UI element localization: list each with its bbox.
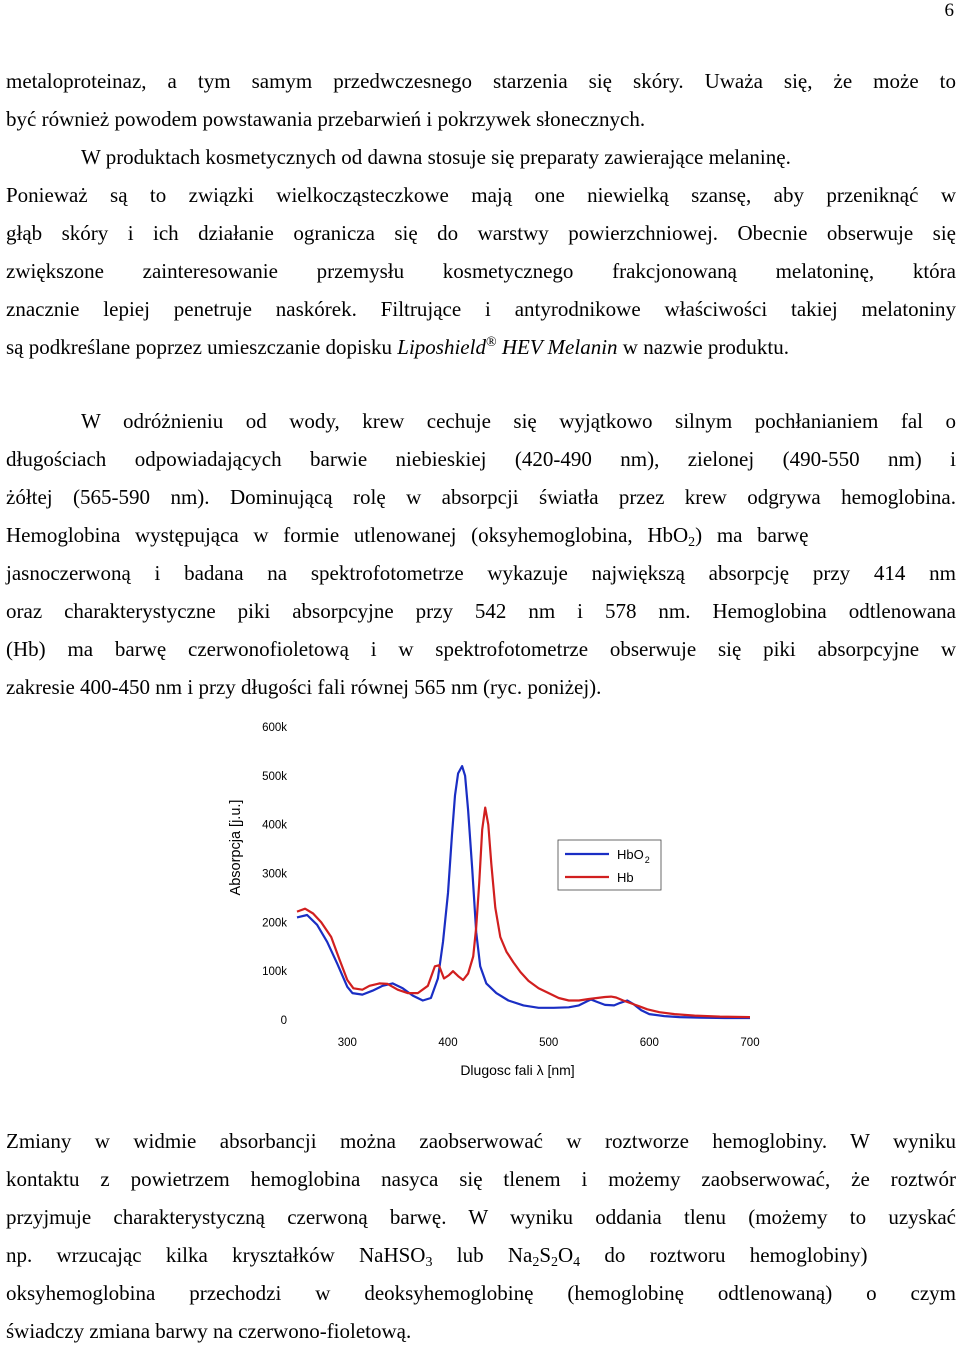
text-line: głąb skóry i ich działanie ogranicza się do warstwy powierzchniowej. Obecnie obserwuje się	[6, 221, 956, 245]
text-line: przyjmuje charakterystyczną czerwoną barwę. W wyniku oddania tlenu (możemy to uzyskać	[6, 1205, 956, 1229]
text-line: długościach odpowiadających barwie niebieskiej (420-490 nm), zielonej (490-550 nm) i	[6, 447, 956, 471]
text-line	[6, 516, 956, 554]
legend-label-main: HbO	[617, 847, 644, 862]
text-span: np. wrzucając kilka kryształków NaHSO	[6, 1243, 426, 1267]
text-line: żółtej (565-590 nm). Dominującą rolę w absorpcji światła przez krew odgrywa hemoglobina.	[6, 485, 956, 509]
subscript: 2	[532, 1255, 540, 1270]
text-span: w nazwie produktu.	[617, 335, 790, 359]
text-line: jasnoczerwoną i badana na spektrofotometrze wykazuje największą absorpcję przy 414 nm	[6, 561, 956, 585]
paragraph-4	[6, 1122, 956, 1350]
y-axis-label: Absorpcja [j.u.]	[228, 799, 244, 896]
x-tick-label: 600	[639, 1037, 659, 1049]
paragraph-3	[6, 402, 956, 706]
text-line: zwiększone zainteresowanie przemysłu kosmetycznego frakcjonowaną melatoninę, która	[6, 259, 956, 283]
text-line	[6, 1236, 956, 1274]
series-line-hb	[297, 808, 750, 1018]
subscript: 2	[688, 535, 696, 550]
y-tick-label: 200k	[262, 917, 287, 930]
subscript: 4	[573, 1255, 581, 1270]
x-tick-label: 400	[438, 1037, 458, 1049]
text-line: W odróżnieniu od wody, krew cechuje się wyjątkowo silnym pochłanianiem fal o	[81, 409, 956, 433]
text-line: zakresie 400-450 nm i przy długości fali równej 565 nm (ryc. poniżej).	[6, 675, 602, 699]
x-axis-label: Dlugosc fali λ [nm]	[460, 1062, 575, 1078]
text-line: znacznie lepiej penetruje naskórek. Filtrujące i antyrodnikowe właściwości takiej melatoniny	[6, 297, 956, 321]
text-span: lub Na	[432, 1243, 533, 1267]
legend-label-subscript: 2	[644, 855, 650, 865]
y-tick-label: 0	[280, 1015, 287, 1027]
text-line: metaloproteinaz, a tym samym przedwczesnego starzenia się skóry. Uważa się, że może to	[6, 69, 956, 93]
absorption-spectrum-chart	[225, 712, 765, 1097]
paragraph-1	[6, 62, 956, 138]
text-line: oksyhemoglobina przechodzi w deoksyhemoglobinę (hemoglobinę odtlenowaną) o czym	[6, 1281, 956, 1305]
text-span: do roztworu hemoglobiny)	[580, 1243, 868, 1267]
text-line: oraz charakterystyczne piki absorpcyjne przy 542 nm i 578 nm. Hemoglobina odtlenowana	[6, 599, 956, 623]
text-line: Zmiany w widmie absorbancji można zaobserwować w roztworze hemoglobiny. W wyniku	[6, 1129, 956, 1153]
x-tick-label: 500	[539, 1037, 559, 1049]
y-tick-label: 600k	[262, 722, 287, 734]
text-line: Ponieważ są to związki wielkocząsteczkowe mają one niewielką szansę, aby przeniknąć w	[6, 183, 956, 207]
x-tick-label: 700	[740, 1037, 760, 1049]
text-span: S	[539, 1243, 551, 1267]
text-line: (Hb) ma barwę czerwonofioletową i w spektrofotometrze obserwuje się piki absorpcyjne w	[6, 637, 956, 661]
text-line: świadczy zmiana barwy na czerwono-fioletową.	[6, 1319, 412, 1343]
subscript: 2	[551, 1255, 558, 1270]
y-tick-label: 400k	[262, 819, 287, 832]
page-number: 6	[944, 0, 954, 21]
text-span: O	[558, 1243, 574, 1267]
paragraph-2	[6, 138, 956, 366]
series-line-hbo2	[297, 766, 750, 1018]
text-span: są podkreślane poprzez umieszczanie dopisku	[6, 335, 398, 359]
text-span: ) ma barwę	[695, 523, 809, 547]
product-name-suffix: HEV Melanin	[496, 335, 618, 359]
product-name: Liposhield	[397, 335, 486, 359]
legend-box	[558, 840, 661, 890]
y-tick-label: 500k	[262, 770, 287, 783]
legend-label: Hb	[617, 870, 634, 885]
y-tick-label: 100k	[262, 966, 287, 979]
chart-legend	[558, 840, 661, 890]
registered-mark: ®	[485, 335, 497, 350]
text-line: być również powodem powstawania przebarwień i pokrzywek słonecznych.	[6, 107, 646, 131]
text-line: kontaktu z powietrzem hemoglobina nasyca się tlenem i możemy zaobserwować, że roztwór	[6, 1167, 956, 1191]
text-span: Hemoglobina występująca w formie utlenowanej (oksyhemoglobina, HbO	[6, 523, 689, 547]
text-line	[6, 328, 956, 366]
x-tick-label: 300	[337, 1037, 357, 1049]
text-line: W produktach kosmetycznych od dawna stosuje się preparaty zawierające melaninę.	[81, 145, 791, 169]
y-tick-label: 300k	[262, 868, 287, 881]
chart-series	[297, 766, 750, 1018]
subscript: 3	[425, 1255, 433, 1270]
